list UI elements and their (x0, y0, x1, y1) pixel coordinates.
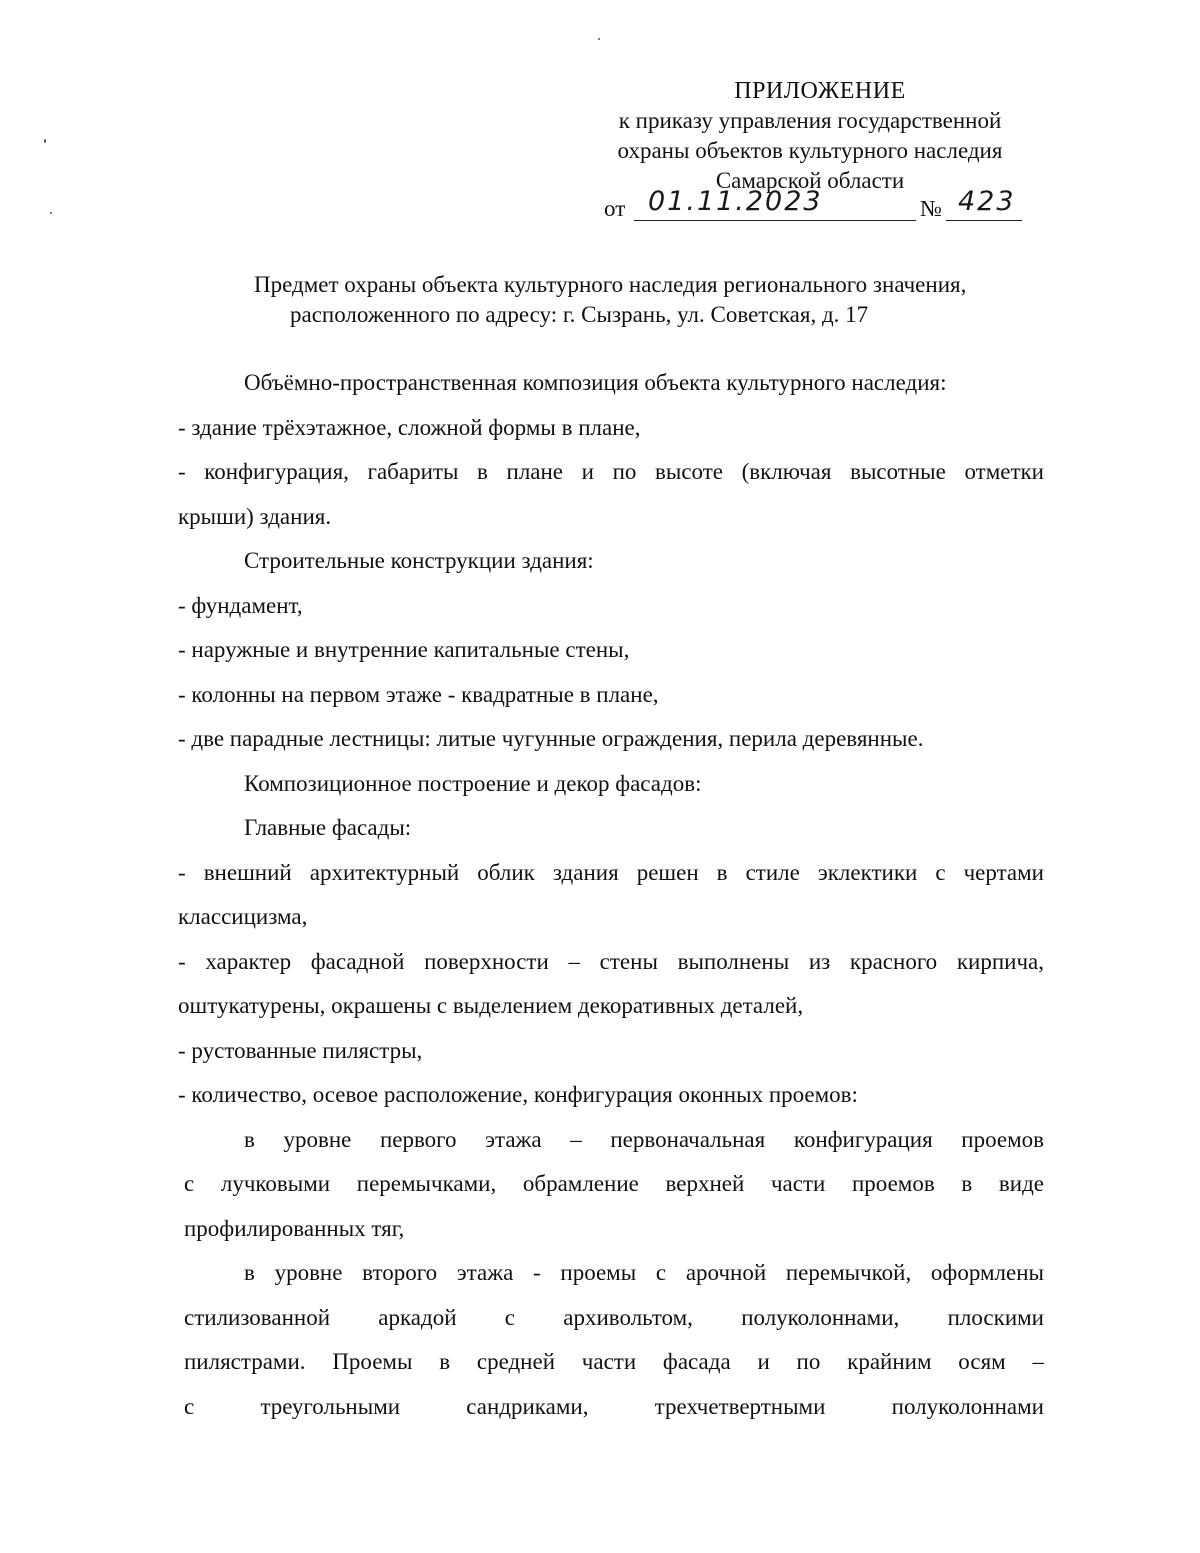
list-item: - внешний архитектурный облик здания решен в стиле эклектики с чертами (178, 860, 1044, 885)
list-item-continuation: классицизма, (178, 904, 308, 929)
list-item: - рустованные пилястры, (178, 1038, 423, 1063)
subject-line: расположенного по адресу: г. Сызрань, ул. Советская, д. 17 (290, 302, 869, 327)
appendix-line: к приказу управления государственной (618, 108, 1002, 133)
paragraph-line: стилизованной аркадой с архивольтом, полуколоннами, плоскими (184, 1305, 1044, 1330)
appendix-line: охраны объектов культурного наследия (617, 138, 1003, 163)
list-item: - две парадные лестницы: литые чугунные ограждения, перила деревянные. (178, 726, 924, 751)
list-item: - здание трёхэтажное, сложной формы в плане, (178, 415, 641, 440)
appendix-title: ПРИЛОЖЕНИЕ (734, 78, 906, 104)
date-prefix: от (604, 196, 626, 221)
scan-speck (50, 212, 52, 214)
subject-line: Предмет охраны объекта культурного наследия регионального значения, (254, 272, 967, 297)
list-item: - наружные и внутренние капитальные стены, (178, 637, 630, 662)
paragraph-line: в уровне первого этажа – первоначальная конфигурация проемов (244, 1127, 1044, 1152)
document-body (178, 0, 1048, 1553)
list-item: - характер фасадной поверхности – стены выполнены из красного кирпича, (178, 949, 1044, 974)
list-item: - фундамент, (178, 593, 303, 618)
handwritten-date: 01.11.2023 (648, 186, 823, 217)
paragraph-line: с треугольными сандриками, трехчетвертными полуколоннами (184, 1394, 1044, 1419)
paragraph-line: в уровне второго этажа - проемы с арочной перемычкой, оформлены (244, 1260, 1044, 1285)
appendix-line: Самарской области (715, 168, 905, 193)
scan-speck (44, 139, 46, 143)
list-item-continuation: оштукатурены, окрашены с выделением декоративных деталей, (178, 993, 804, 1018)
paragraph-heading: Строительные конструкции здания: (244, 548, 594, 573)
paragraph-heading: Композиционное построение и декор фасадов: (244, 771, 702, 796)
list-item: - конфигурация, габариты в плане и по высоте (включая высотные отметки (178, 459, 1044, 484)
handwritten-number: 423 (958, 186, 1016, 217)
paragraph-line: профилированных тяг, (184, 1216, 405, 1241)
list-item: - колонны на первом этаже - квадратные в плане, (178, 682, 659, 707)
subheading: Главные фасады: (244, 815, 412, 840)
paragraph-heading: Объёмно-пространственная композиция объекта культурного наследия: (244, 370, 947, 395)
list-item: - количество, осевое расположение, конфигурация оконных проемов: (178, 1082, 858, 1107)
list-item-continuation: крыши) здания. (178, 504, 332, 529)
paragraph-line: пилястрами. Проемы в средней части фасада и по крайним осям – (184, 1349, 1044, 1374)
paragraph-line: с лучковыми перемычками, обрамление верхней части проемов в виде (184, 1171, 1044, 1196)
number-prefix: № (920, 196, 942, 221)
